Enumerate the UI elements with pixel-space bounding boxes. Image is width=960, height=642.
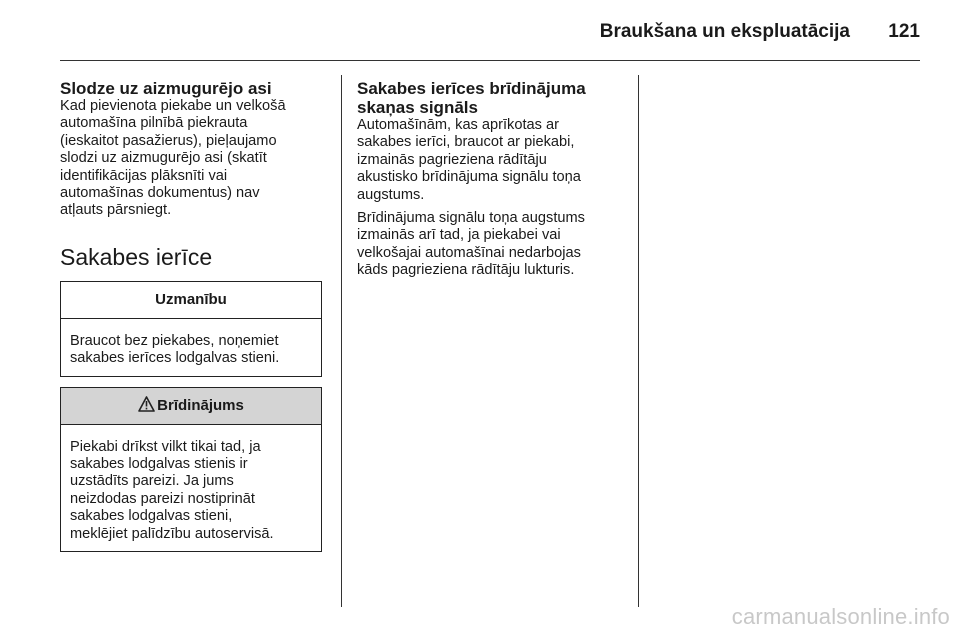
warning-box-header [61, 388, 321, 425]
text-line: sakabes ierīces lodgalvas stieni. [70, 350, 280, 367]
caution-box-text [61, 319, 321, 376]
column-divider-left [341, 75, 342, 607]
text-line: neizdodas pareizi nostiprināt [70, 490, 255, 507]
text-line: atļauts pārsniegt. [60, 202, 172, 219]
text-line: Brīdinājuma signālu toņa augstums [357, 210, 585, 227]
text-line: Kad pievienota piekabe un velkošā [60, 98, 286, 114]
text-line: slodzi uz aizmugurējo asi (skatīt [60, 150, 267, 167]
warning-box-text [61, 425, 321, 551]
text-line: sakabes lodgalvas stienis ir [70, 456, 248, 473]
text-line: identifikācijas plāksnīti vai [60, 167, 228, 184]
caution-box-title: Uzmanību [61, 282, 321, 319]
text-line: meklējiet palīdzību autoservisā. [70, 525, 274, 542]
page-number: 121 [888, 21, 920, 42]
text-line: uzstādīts pareizi. Ja jums [70, 473, 234, 490]
text-line: sakabes lodgalvas stieni, [70, 508, 233, 525]
sub-heading-rear-axle-load: Slodze uz aizmugurējo asi [60, 79, 272, 98]
warning-box-title: Brīdinājums [157, 396, 244, 414]
text-line: akustisko brīdinājuma signālu toņa [357, 169, 581, 186]
column-divider-right [638, 75, 639, 607]
section-heading-towing-device: Sakabes ierīce [60, 243, 213, 270]
text-line: augstums. [357, 186, 425, 203]
text-line: automašīna pilnībā piekrauta [60, 115, 248, 132]
sub-heading-towbar-warning-signal [357, 79, 621, 117]
warning-box [60, 387, 322, 552]
text-line: sakabes ierīci, braucot ar piekabi, [357, 134, 575, 151]
rear-axle-load-text [60, 98, 326, 220]
text-line: velkošajai automašīnai nedarbojas [357, 244, 581, 261]
text-line: Sakabes ierīces brīdinājuma [357, 79, 586, 98]
text-line: (ieskaitot pasažierus), pieļaujamo [60, 132, 277, 149]
text-line: izmainās pagrieziena rādītāju [357, 151, 547, 168]
watermark: carmanualsonline.info [731, 604, 950, 629]
text-line: Piekabi drīkst vilkt tikai tad, ja [70, 438, 261, 455]
text-line: izmainās arī tad, ja piekabei vai [357, 227, 561, 244]
text-line: Braucot bez piekabes, noņemiet [70, 332, 279, 349]
left-column [60, 79, 326, 562]
header-title: Braukšana un ekspluatācija [599, 21, 850, 42]
towbar-signal-paragraph-1 [357, 117, 621, 204]
right-column [357, 79, 621, 286]
warning-triangle-icon [138, 390, 155, 426]
towbar-signal-paragraph-2 [357, 210, 621, 280]
text-line: skaņas signāls [357, 98, 478, 117]
text-line: Automašīnām, kas aprīkotas ar [357, 117, 559, 133]
text-line: kāds pagrieziena rādītāju lukturis. [357, 262, 575, 279]
header-rule [60, 60, 920, 61]
text-line: automašīnas dokumentus) nav [60, 185, 260, 202]
caution-box [60, 281, 322, 377]
